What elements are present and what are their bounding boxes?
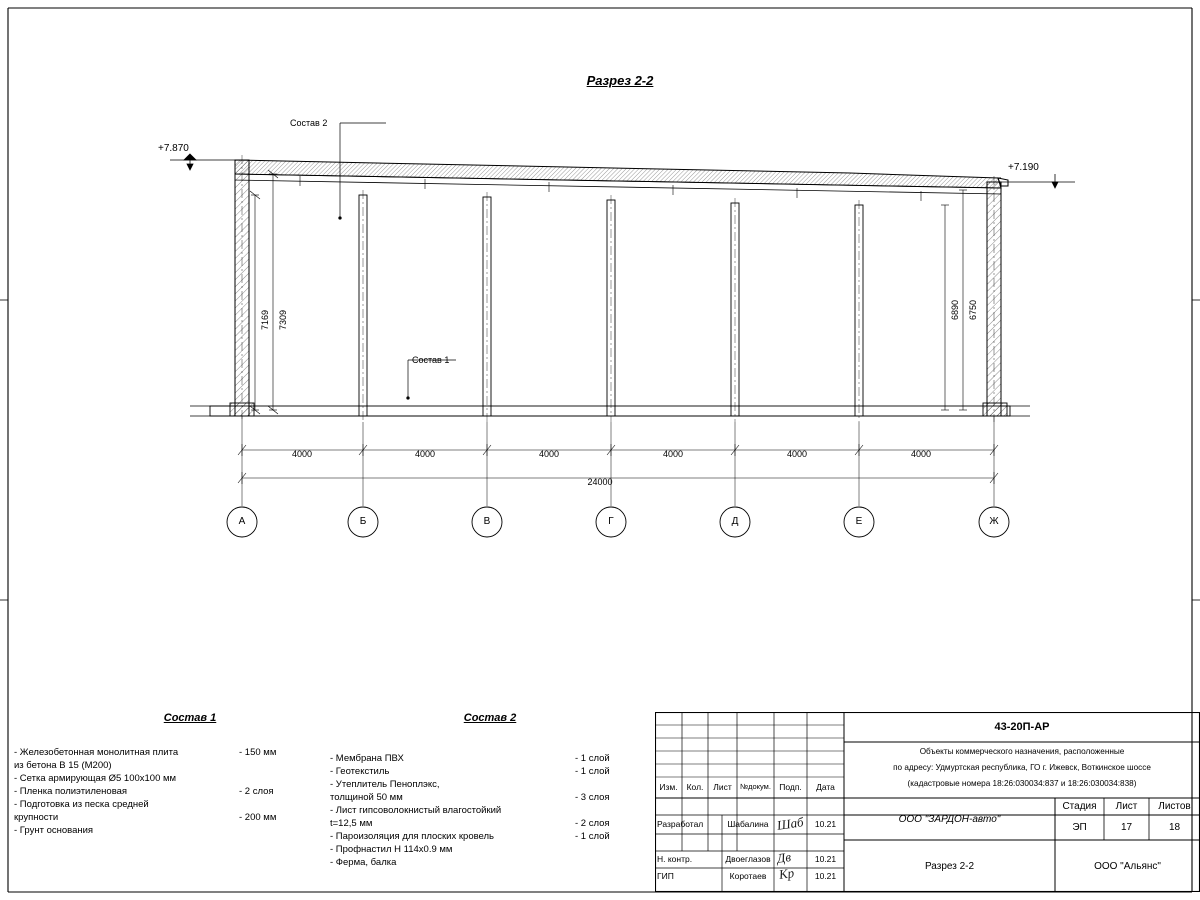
- axis-bubble-g: Г: [608, 516, 614, 527]
- sheet-name: Разрез 2-2: [924, 860, 975, 872]
- stage-value: ЭП: [1072, 822, 1087, 833]
- list-item: - Пароизоляция для плоских кровель - 1 слой: [330, 831, 610, 842]
- role-name-gip: Коротаев: [729, 870, 767, 881]
- vertical-dim-6890: 6890: [950, 299, 960, 320]
- role-name-nkontr: Двоеглазов: [725, 853, 771, 864]
- role-label-razrabotal: Разработал: [657, 818, 704, 829]
- building-section-drawing: [150, 110, 1170, 550]
- axis-bubble-a: А: [238, 516, 246, 527]
- role-date-nkontr: 10.21: [814, 853, 837, 864]
- list-item: - Геотекстиль - 1 слой: [330, 766, 610, 777]
- list-item: - Сетка армирующая Ø5 100х100 мм: [14, 773, 177, 784]
- list-item: - Мембрана ПВХ - 1 слой: [330, 753, 610, 764]
- signature-nkontr: Дв: [775, 849, 792, 866]
- axis-bubble-v: В: [483, 516, 491, 527]
- role-date-gip: 10.21: [814, 870, 837, 881]
- bay-dim-4: 4000: [662, 449, 684, 459]
- role-label-nkontr: Н. контр.: [657, 853, 693, 864]
- level-mark-right: +7.190: [1008, 162, 1039, 173]
- col-header-podp: Подп.: [779, 781, 802, 792]
- lists-value: 18: [1168, 822, 1181, 833]
- vertical-dim-7309: 7309: [278, 309, 288, 330]
- sostav2-list: [330, 752, 640, 869]
- object-line-1: Объекты коммерческого назначения, расположенные: [919, 747, 1125, 757]
- list-item: - Профнастил Н 114х0.9 мм: [330, 844, 453, 855]
- signature-razrabotal: Шаб: [776, 814, 805, 833]
- leader-label-sostav1: Состав 1: [412, 355, 450, 365]
- col-header-kol: Кол.: [686, 781, 704, 792]
- leader-label-sostav2: Состав 2: [290, 118, 328, 128]
- stage-header: Стадия: [1062, 801, 1097, 812]
- list-item: - Утеплитель Пеноплэкс, толщиной 50 мм - 3 слоя: [330, 779, 610, 803]
- sostav1-title: Состав 1: [163, 712, 217, 724]
- list-item: - Подготовка из песка средней крупности - 200 мм: [14, 799, 277, 823]
- vertical-dim-6750: 6750: [968, 299, 978, 320]
- designer-company: ООО "Альянс": [1094, 860, 1161, 872]
- object-line-3: (кадастровые номера 18:26:030034:837 и 18:26:030034:838): [907, 779, 1137, 789]
- col-header-list: Лист: [713, 781, 732, 792]
- bay-dim-5: 4000: [786, 449, 808, 459]
- object-line-2: по адресу: Удмуртская республика, ГО г. Ижевск, Воткинское шоссе: [893, 763, 1151, 773]
- list-item: - Лист гипсоволокнистый влагостойкий t=12,5 мм - 2 слоя: [330, 805, 610, 829]
- sostav1-list: [14, 746, 294, 837]
- title-block: [655, 712, 1200, 892]
- sostav2-title: Состав 2: [463, 712, 517, 724]
- list-item: - Железобетонная монолитная плита из бетона В 15 (М200) - 150 мм: [14, 747, 277, 771]
- role-label-gip: ГИП: [657, 870, 674, 881]
- level-mark-left: +7.870: [158, 143, 189, 154]
- list-item: - Грунт основания: [14, 825, 94, 836]
- list-value: 17: [1120, 822, 1133, 833]
- bay-dim-2: 4000: [414, 449, 436, 459]
- client-company: ООО "ЗАРДОН-авто": [898, 813, 1001, 825]
- project-code: 43-20П-АР: [994, 720, 1050, 733]
- vertical-dim-7169: 7169: [260, 309, 270, 330]
- total-dim: 24000: [587, 477, 613, 487]
- col-header-izm: Изм.: [659, 781, 678, 792]
- axis-bubble-e: Е: [855, 516, 863, 527]
- axis-bubble-zh: Ж: [989, 516, 999, 527]
- axis-bubble-b: Б: [359, 516, 367, 527]
- list-header: Лист: [1115, 801, 1138, 812]
- bay-dim-1: 4000: [291, 449, 313, 459]
- list-item: - Ферма, балка: [330, 857, 397, 868]
- list-item: - Пленка полиэтиленовая - 2 слоя: [14, 786, 274, 797]
- role-date-razrabotal: 10.21: [814, 818, 837, 829]
- col-header-data: Дата: [816, 781, 835, 792]
- col-header-nomer-dok: №докум.: [740, 782, 771, 792]
- section-title: Разрез 2-2: [586, 73, 654, 88]
- signature-gip: Кр: [777, 865, 796, 882]
- axis-bubble-d: Д: [731, 516, 739, 527]
- bay-dim-6: 4000: [910, 449, 932, 459]
- lists-header: Листов: [1158, 801, 1191, 812]
- role-name-razrabotal: Шабалина: [727, 818, 769, 829]
- bay-dim-3: 4000: [538, 449, 560, 459]
